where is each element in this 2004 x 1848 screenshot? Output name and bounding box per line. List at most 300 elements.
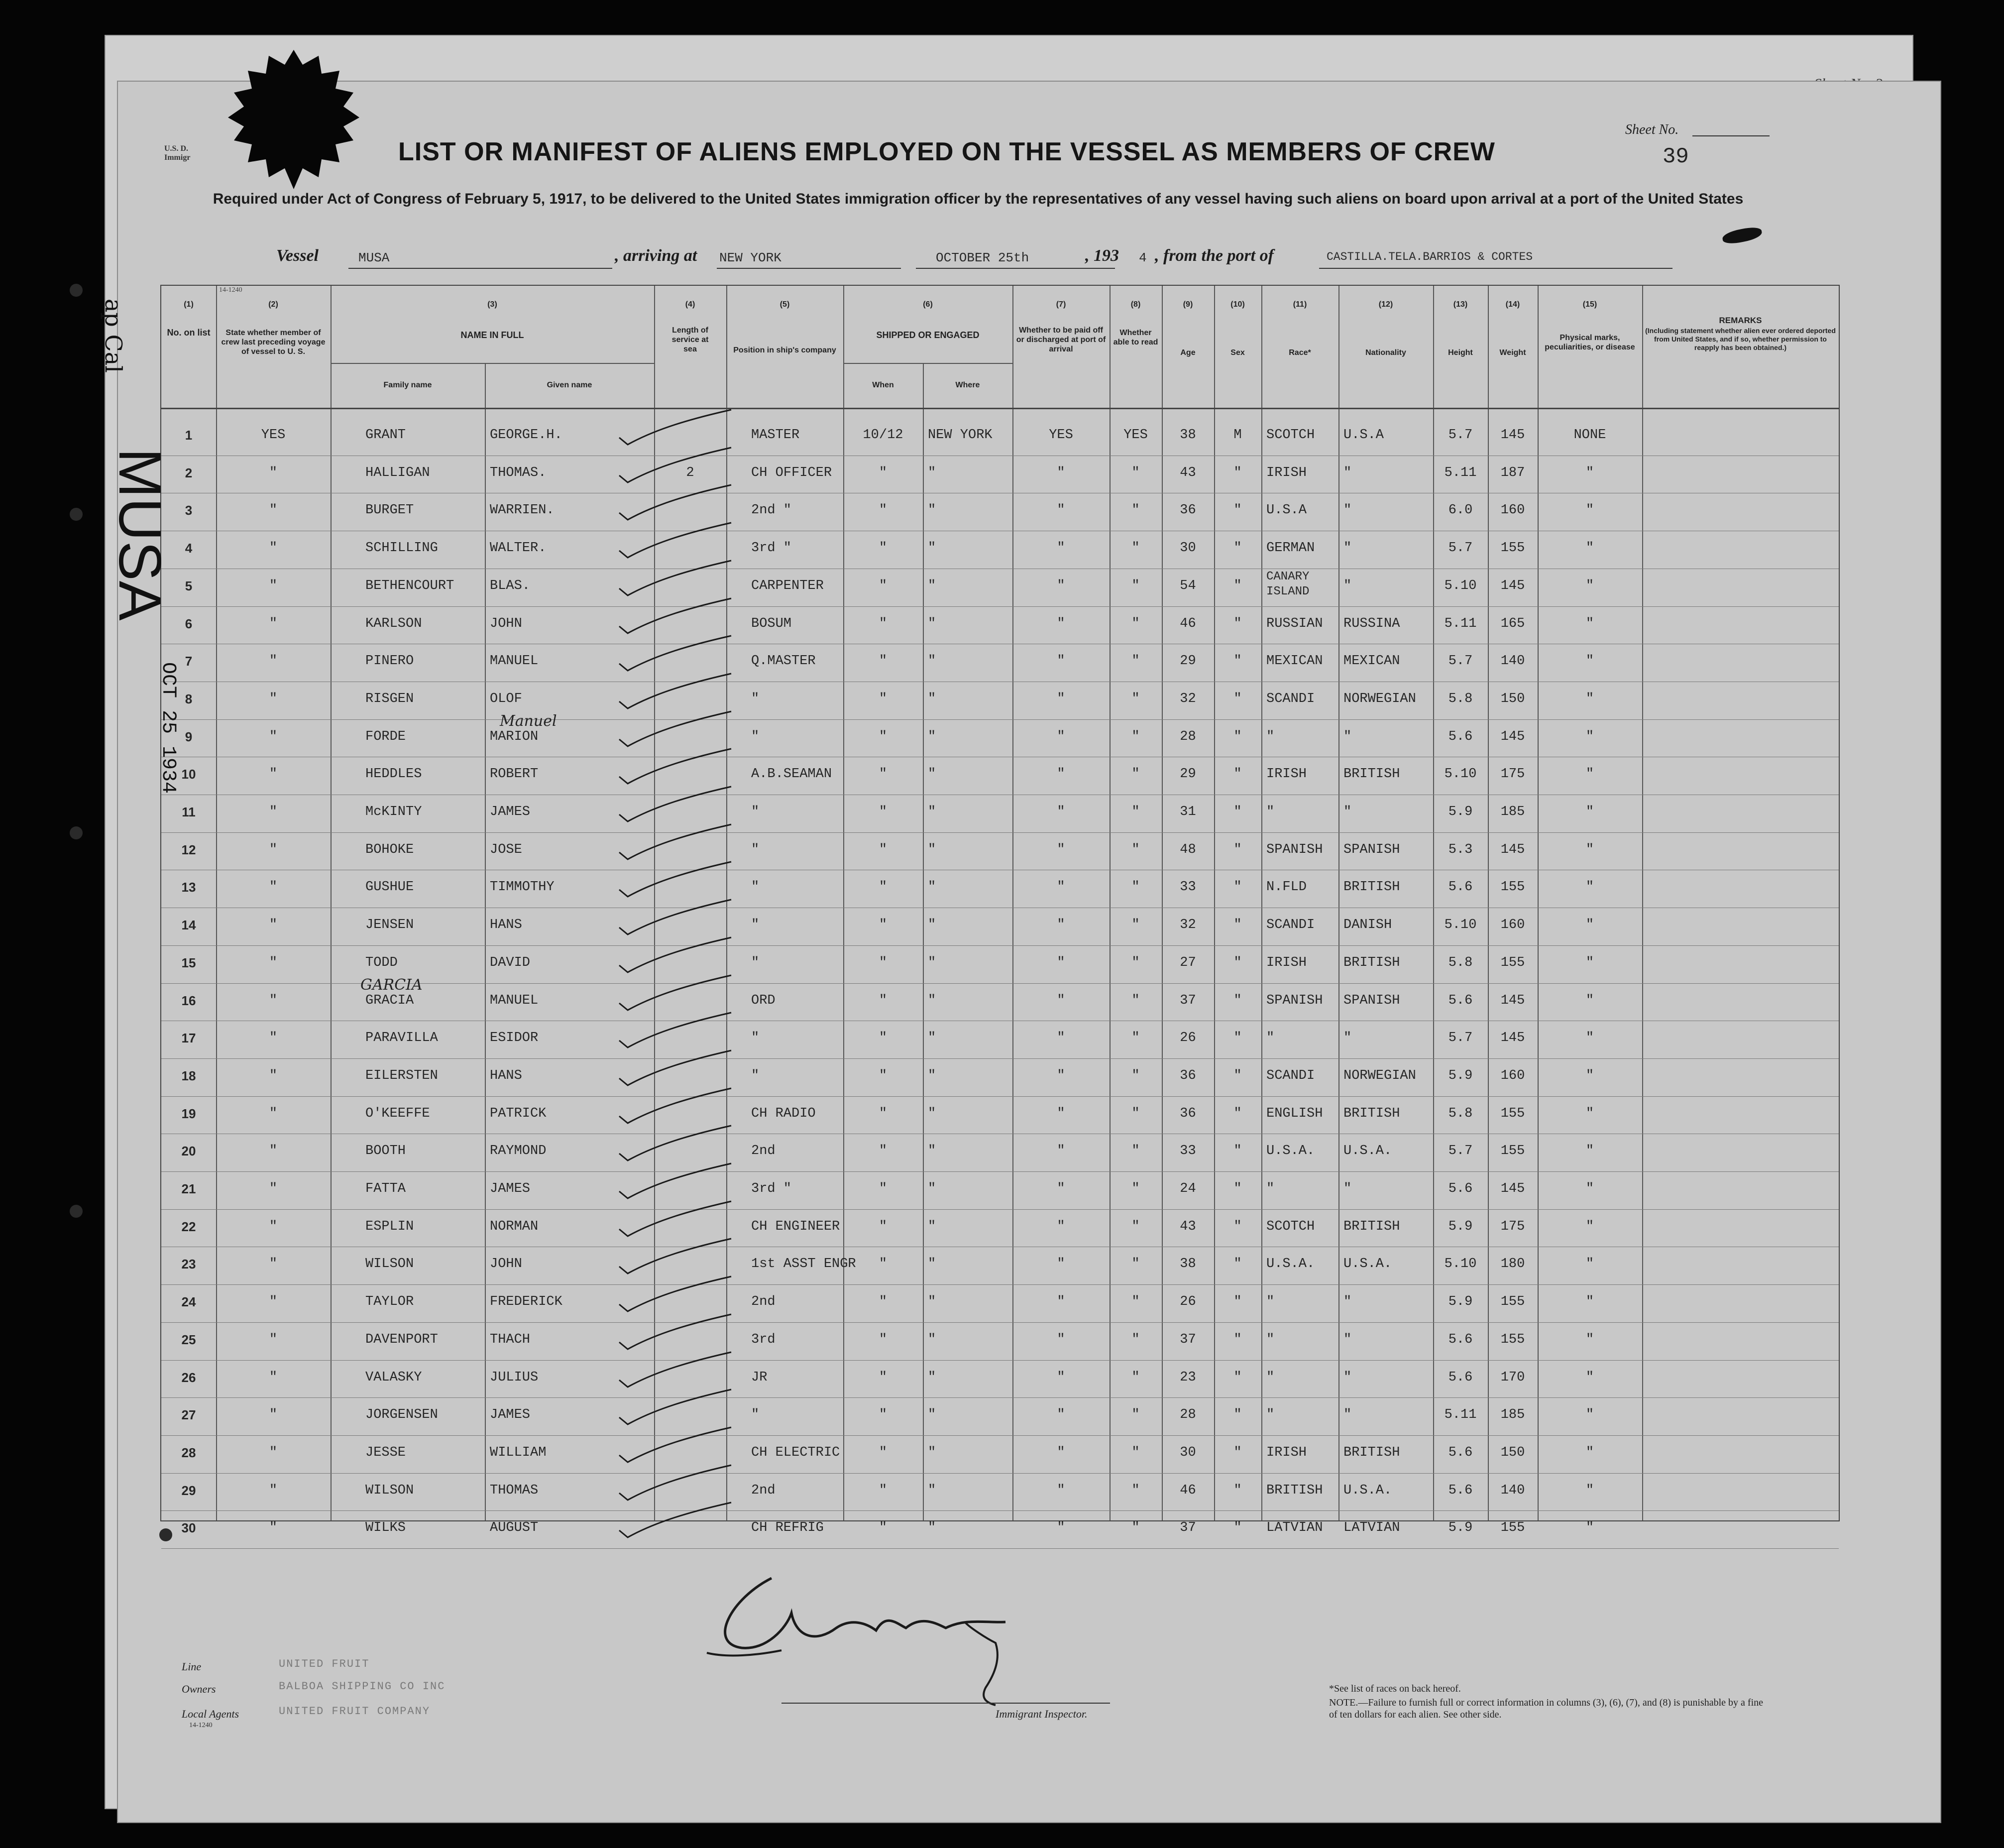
cell-age: 46 [1180,1483,1196,1498]
cell-age: 37 [1180,993,1196,1008]
check-mark-icon [617,1431,736,1466]
cell-sex: " [1233,465,1242,480]
cell-marks: " [1585,918,1594,933]
cell-when: " [879,541,888,556]
cell-race: SCANDI [1266,691,1315,706]
cell-age: 46 [1180,616,1196,631]
cell-marks: " [1585,729,1594,744]
cell-age: 30 [1180,1445,1196,1460]
col-num-2: (2) [268,300,278,309]
cell-sex: " [1233,1294,1242,1310]
cell-read: " [1131,503,1140,518]
cell-prev: " [269,1445,278,1460]
row-divider [161,1397,1839,1398]
punch-hole [70,284,83,297]
col-num-9: (9) [1183,300,1193,309]
cell-weight: 145 [1500,993,1525,1008]
cell-when: " [879,1219,888,1234]
cell-family: O'KEEFFE [365,1106,430,1121]
cell-read: " [1131,578,1140,593]
crew-table [160,285,1840,1536]
cell-height: 5.7 [1448,541,1473,556]
cell-height: 5.11 [1444,1407,1477,1423]
col-num-7: (7) [1056,300,1066,309]
cell-age: 26 [1180,1031,1196,1046]
cell-position: BOSUM [751,616,792,631]
cell-given: TIMMOTHY [490,880,555,895]
cell-no: 6 [185,616,193,631]
row-divider [161,1435,1839,1436]
cell-where: " [928,955,936,970]
cell-race: " [1266,1332,1275,1347]
check-mark-icon [617,1318,736,1353]
cell-sex: " [1233,1068,1242,1083]
cell-family: FORDE [365,729,406,744]
cell-where: " [928,729,936,744]
cell-sex: " [1233,1144,1242,1159]
subheader-divider [843,363,1012,364]
col-num-3: (3) [487,300,497,309]
cell-paid: " [1057,1144,1065,1159]
cell-age: 32 [1180,691,1196,706]
cell-position: " [751,1407,760,1423]
check-mark-icon [617,565,736,599]
cell-given: AUGUST [490,1520,539,1536]
cell-marks: " [1585,842,1594,857]
cell-family: WILSON [365,1483,414,1498]
cell-sex: " [1233,1031,1242,1046]
cell-race: SCANDI [1266,918,1315,933]
cell-nat: BRITISH [1343,955,1400,970]
cell-where: " [928,1181,936,1196]
cell-height: 5.6 [1448,880,1473,895]
cell-height: 6.0 [1448,503,1473,518]
cell-sex: " [1233,578,1242,593]
col-num-14: (14) [1505,300,1520,309]
column-divider [1433,286,1434,1520]
cell-sex: " [1233,918,1242,933]
cell-where: " [928,1332,936,1347]
cell-no: 19 [181,1106,196,1121]
races-note: *See list of races on back hereof. [1329,1683,1461,1694]
cell-height: 5.8 [1448,691,1473,706]
cell-read: " [1131,993,1140,1008]
cell-when: " [879,1407,888,1423]
cell-family: HEDDLES [365,767,422,782]
cell-when: " [879,465,888,480]
cell-race: SCOTCH [1266,428,1315,443]
cell-given: WILLIAM [490,1445,547,1460]
cell-weight: 180 [1500,1257,1525,1272]
cell-where: " [928,767,936,782]
cell-family: GUSHUE [365,880,414,895]
cell-when: " [879,578,888,593]
check-mark-icon [617,527,736,562]
cell-nat: BRITISH [1343,1219,1400,1234]
check-mark-icon [617,1356,736,1391]
cell-when: " [879,1257,888,1272]
cell-read: " [1131,880,1140,895]
form-code-top: 14-1240 [219,286,242,294]
punch-hole [70,826,83,839]
cell-marks: " [1585,1294,1594,1310]
cell-read: YES [1123,428,1148,443]
cell-nat: U.S.A. [1343,1483,1392,1498]
cell-where: " [928,805,936,819]
check-mark-icon [617,791,736,825]
cell-position: MASTER [751,428,800,443]
cell-paid: " [1057,729,1065,744]
handwritten-family-name: GARCIA [360,976,423,994]
cell-read: " [1131,654,1140,669]
cell-family: EILERSTEN [365,1068,438,1083]
col-given-name: Given name [547,381,592,389]
cell-marks: " [1585,993,1594,1008]
cell-race: " [1266,1370,1275,1385]
cell-prev: " [269,1483,278,1498]
check-mark-icon [617,1243,736,1277]
cell-paid: " [1057,1483,1065,1498]
cell-position: A.B.SEAMAN [751,767,832,782]
cell-when: " [879,1068,888,1083]
cell-no: 8 [185,691,193,706]
cell-height: 5.9 [1448,1219,1473,1234]
col-label-11: Race* [1289,348,1311,357]
cell-age: 26 [1180,1294,1196,1310]
cell-nat: BRITISH [1343,767,1400,782]
cell-when: " [879,1031,888,1046]
cell-prev: " [269,1219,278,1234]
cell-no: 25 [181,1332,196,1347]
cell-sex: " [1233,842,1242,857]
row-divider [161,1360,1839,1361]
col-label-10: Sex [1230,348,1245,357]
cell-race: " [1266,1407,1275,1423]
cell-age: 43 [1180,1219,1196,1234]
cell-read: " [1131,955,1140,970]
row-divider [161,1209,1839,1210]
cell-weight: 155 [1500,1332,1525,1347]
cell-marks: " [1585,691,1594,706]
cell-paid: " [1057,880,1065,895]
cell-given: WALTER. [490,541,547,556]
cell-when: " [879,993,888,1008]
cell-height: 5.9 [1448,1068,1473,1083]
owners-label: Owners [182,1683,216,1695]
col-num-8: (8) [1130,300,1141,309]
cell-given: FREDERICK [490,1294,562,1310]
cell-height: 5.6 [1448,1370,1473,1385]
cell-where: " [928,1219,936,1234]
cell-when: " [879,1520,888,1536]
from-port: CASTILLA.TELA.BARRIOS & CORTES [1327,250,1533,263]
cell-given: MANUEL [490,654,539,669]
cell-height: 5.8 [1448,955,1473,970]
cell-position: CH ELECTRIC [751,1445,840,1460]
cell-prev: " [269,729,278,744]
check-mark-icon [617,414,736,449]
cell-race: U.S.A. [1266,1257,1315,1272]
cell-nat: SPANISH [1343,842,1400,857]
cell-no: 20 [181,1144,196,1159]
cell-race: U.S.A. [1266,1144,1315,1159]
cell-paid: " [1057,616,1065,631]
cell-marks: " [1585,465,1594,480]
row-divider [161,1548,1839,1549]
cell-paid: " [1057,1370,1065,1385]
cell-where: " [928,616,936,631]
cell-prev: " [269,1181,278,1196]
cell-position: 2nd [751,1483,776,1498]
cell-sex: " [1233,767,1242,782]
year-prefix: , 193 [1085,246,1119,265]
cell-read: " [1131,842,1140,857]
col-num-12: (12) [1378,300,1393,309]
penalty-note: NOTE.—Failure to furnish full or correct information in columns (3), (6), (7), and (8) is punishable by a fine of ten dollars for each alien. See other side. [1329,1697,1764,1720]
arrival-year: 4 [1139,250,1147,265]
cell-where: " [928,578,936,593]
cell-paid: " [1057,955,1065,970]
cell-given: MARION [490,729,539,744]
cell-family: TODD [365,955,398,970]
cell-prev: " [269,1370,278,1385]
cell-read: " [1131,767,1140,782]
cell-position: CH OFFICER [751,465,832,480]
col-label-2: State whether member of crew last preceding voyage of vessel to U. S. [221,329,326,356]
cell-weight: 145 [1500,842,1525,857]
cell-sex: M [1233,428,1242,443]
cell-when: " [879,880,888,895]
cell-where: " [928,1257,936,1272]
cell-nat: BRITISH [1343,880,1400,895]
cell-paid: " [1057,842,1065,857]
row-divider [161,1058,1839,1059]
from-port-line [1319,268,1672,269]
handwritten-given-name: Manuel [500,712,557,730]
row-divider [161,408,1839,409]
cell-sex: " [1233,880,1242,895]
cell-read: " [1131,1445,1140,1460]
cell-service: 2 [686,465,694,480]
date-stamp: OCT 25 1934 [157,662,179,794]
vessel-name: MUSA [358,250,390,265]
cell-paid: " [1057,654,1065,669]
cell-weight: 165 [1500,616,1525,631]
cell-prev: " [269,805,278,819]
cell-no: 26 [181,1370,196,1385]
cell-age: 36 [1180,503,1196,518]
col-num-10: (10) [1230,300,1245,309]
cell-position: 2nd [751,1144,776,1159]
cell-prev: " [269,1520,278,1536]
row-divider [161,1096,1839,1097]
cell-read: " [1131,1181,1140,1196]
cell-where: " [928,993,936,1008]
cell-race: IRISH [1266,767,1307,782]
cell-sex: " [1233,729,1242,744]
cell-weight: 145 [1500,729,1525,744]
cell-weight: 140 [1500,1483,1525,1498]
cell-prev: " [269,1144,278,1159]
cell-no: 24 [181,1294,196,1310]
cell-race: SPANISH [1266,993,1323,1008]
cell-given: BLAS. [490,578,531,593]
cell-paid: " [1057,1068,1065,1083]
cell-where: " [928,691,936,706]
cell-when: " [879,691,888,706]
cell-race: " [1266,1031,1275,1046]
cell-marks: " [1585,654,1594,669]
cell-no: 16 [181,993,196,1008]
cell-race: ENGLISH [1266,1106,1323,1121]
cell-sex: " [1233,1106,1242,1121]
cell-read: " [1131,1031,1140,1046]
cell-family: BOHOKE [365,842,414,857]
col-num-1: (1) [184,300,194,309]
col-label-1: No. on list [167,328,211,338]
cell-sex: " [1233,1407,1242,1423]
cell-position: Q.MASTER [751,654,816,669]
col-label-12: Nationality [1365,348,1406,357]
cell-no: 27 [181,1407,196,1423]
cell-given: DAVID [490,955,531,970]
cell-position: ORD [751,993,776,1008]
cell-weight: 187 [1500,465,1525,480]
cell-nat: " [1343,1332,1352,1347]
col-label-9: Age [1180,348,1196,357]
check-mark-icon [617,904,736,938]
cell-age: 30 [1180,541,1196,556]
col-num-5: (5) [779,300,790,309]
cell-read: " [1131,1520,1140,1536]
check-mark-icon [617,1469,736,1504]
cell-race: SCANDI [1266,1068,1315,1083]
cell-weight: 160 [1500,918,1525,933]
col-num-6: (6) [923,300,933,309]
cell-sex: " [1233,616,1242,631]
cell-given: JAMES [490,805,531,819]
cell-marks: " [1585,1370,1594,1385]
column-divider [216,286,217,1520]
cell-weight: 145 [1500,428,1525,443]
cell-position: 3rd [751,1332,776,1347]
cell-when: " [879,1144,888,1159]
cell-family: RISGEN [365,691,414,706]
row-divider [161,945,1839,946]
cell-height: 5.6 [1448,1483,1473,1498]
cell-prev: " [269,654,278,669]
cell-family: PARAVILLA [365,1031,438,1046]
cell-given: WARRIEN. [490,503,555,518]
cell-marks: " [1585,541,1594,556]
cell-position: " [751,1068,760,1083]
cell-read: " [1131,1407,1140,1423]
cell-position: CH ENGINEER [751,1219,840,1234]
cell-position: " [751,729,760,744]
cell-prev: " [269,541,278,556]
check-mark-icon [617,1393,736,1428]
row-divider [161,606,1839,607]
cell-family: JESSE [365,1445,406,1460]
cell-paid: " [1057,691,1065,706]
column-divider [1012,286,1013,1520]
cell-no: 15 [181,955,196,970]
check-mark-icon [617,1092,736,1127]
seal-icon [199,45,388,194]
cell-marks: " [1585,805,1594,819]
cell-given: HANS [490,918,522,933]
cell-nat: " [1343,541,1352,556]
cell-prev: " [269,691,278,706]
cell-paid: " [1057,1257,1065,1272]
cell-family: SCHILLING [365,541,438,556]
cell-race: IRISH [1266,465,1307,480]
check-mark-icon [617,753,736,788]
cell-age: 43 [1180,465,1196,480]
col-label-16: REMARKS [1719,316,1762,325]
cell-nat: U.S.A. [1343,1144,1392,1159]
cell-prev: YES [261,428,286,443]
page-title: LIST OR MANIFEST OF ALIENS EMPLOYED ON THE VESSEL AS MEMBERS OF CREW [398,137,1495,166]
cell-marks: " [1585,1219,1594,1234]
cell-height: 5.7 [1448,1031,1473,1046]
cell-position: 2nd [751,1294,776,1310]
cell-marks: " [1585,1106,1594,1121]
page-subtitle: Required under Act of Congress of February 5, 1917, to be delivered to the United States immigration officer by the representatives of any vessel having such aliens on board upon arrival at a port of the United States [213,191,1744,207]
cell-weight: 145 [1500,1031,1525,1046]
cell-given: GEORGE.H. [490,428,562,443]
cell-no: 17 [181,1031,196,1046]
cell-sex: " [1233,1219,1242,1234]
check-mark-icon [617,678,736,712]
cell-nat: U.S.A. [1343,1257,1392,1272]
cell-family: WILSON [365,1257,414,1272]
agents-label: Local Agents [182,1708,239,1720]
cell-given: JAMES [490,1407,531,1423]
cell-read: " [1131,616,1140,631]
check-mark-icon [617,1205,736,1240]
cell-read: " [1131,805,1140,819]
check-mark-icon [617,828,736,863]
arrival-date-line [916,268,1115,269]
cell-where: " [928,654,936,669]
inspector-signature [687,1568,1060,1708]
cell-given: JOHN [490,1257,522,1272]
cell-height: 5.7 [1448,654,1473,669]
cell-weight: 155 [1500,880,1525,895]
cell-when: " [879,918,888,933]
cell-nat: RUSSINA [1343,616,1400,631]
col-label-15: Physical marks, peculiarities, or disease [1545,334,1635,351]
column-divider [1162,286,1163,1520]
cell-paid: " [1057,1520,1065,1536]
cell-read: " [1131,1483,1140,1498]
cell-read: " [1131,729,1140,744]
col-label-4: Length of service at sea [671,326,709,353]
check-mark-icon [617,979,736,1014]
cell-weight: 155 [1500,1520,1525,1536]
cell-paid: " [1057,993,1065,1008]
cell-family: WILKS [365,1520,406,1536]
cell-family: GRACIA [365,993,414,1008]
cell-where: " [928,1144,936,1159]
column-divider [1488,286,1489,1520]
cell-when: " [879,1445,888,1460]
cell-weight: 155 [1500,1106,1525,1121]
cell-family: GRANT [365,428,406,443]
check-mark-icon [617,1167,736,1202]
line-label: Line [182,1660,202,1673]
